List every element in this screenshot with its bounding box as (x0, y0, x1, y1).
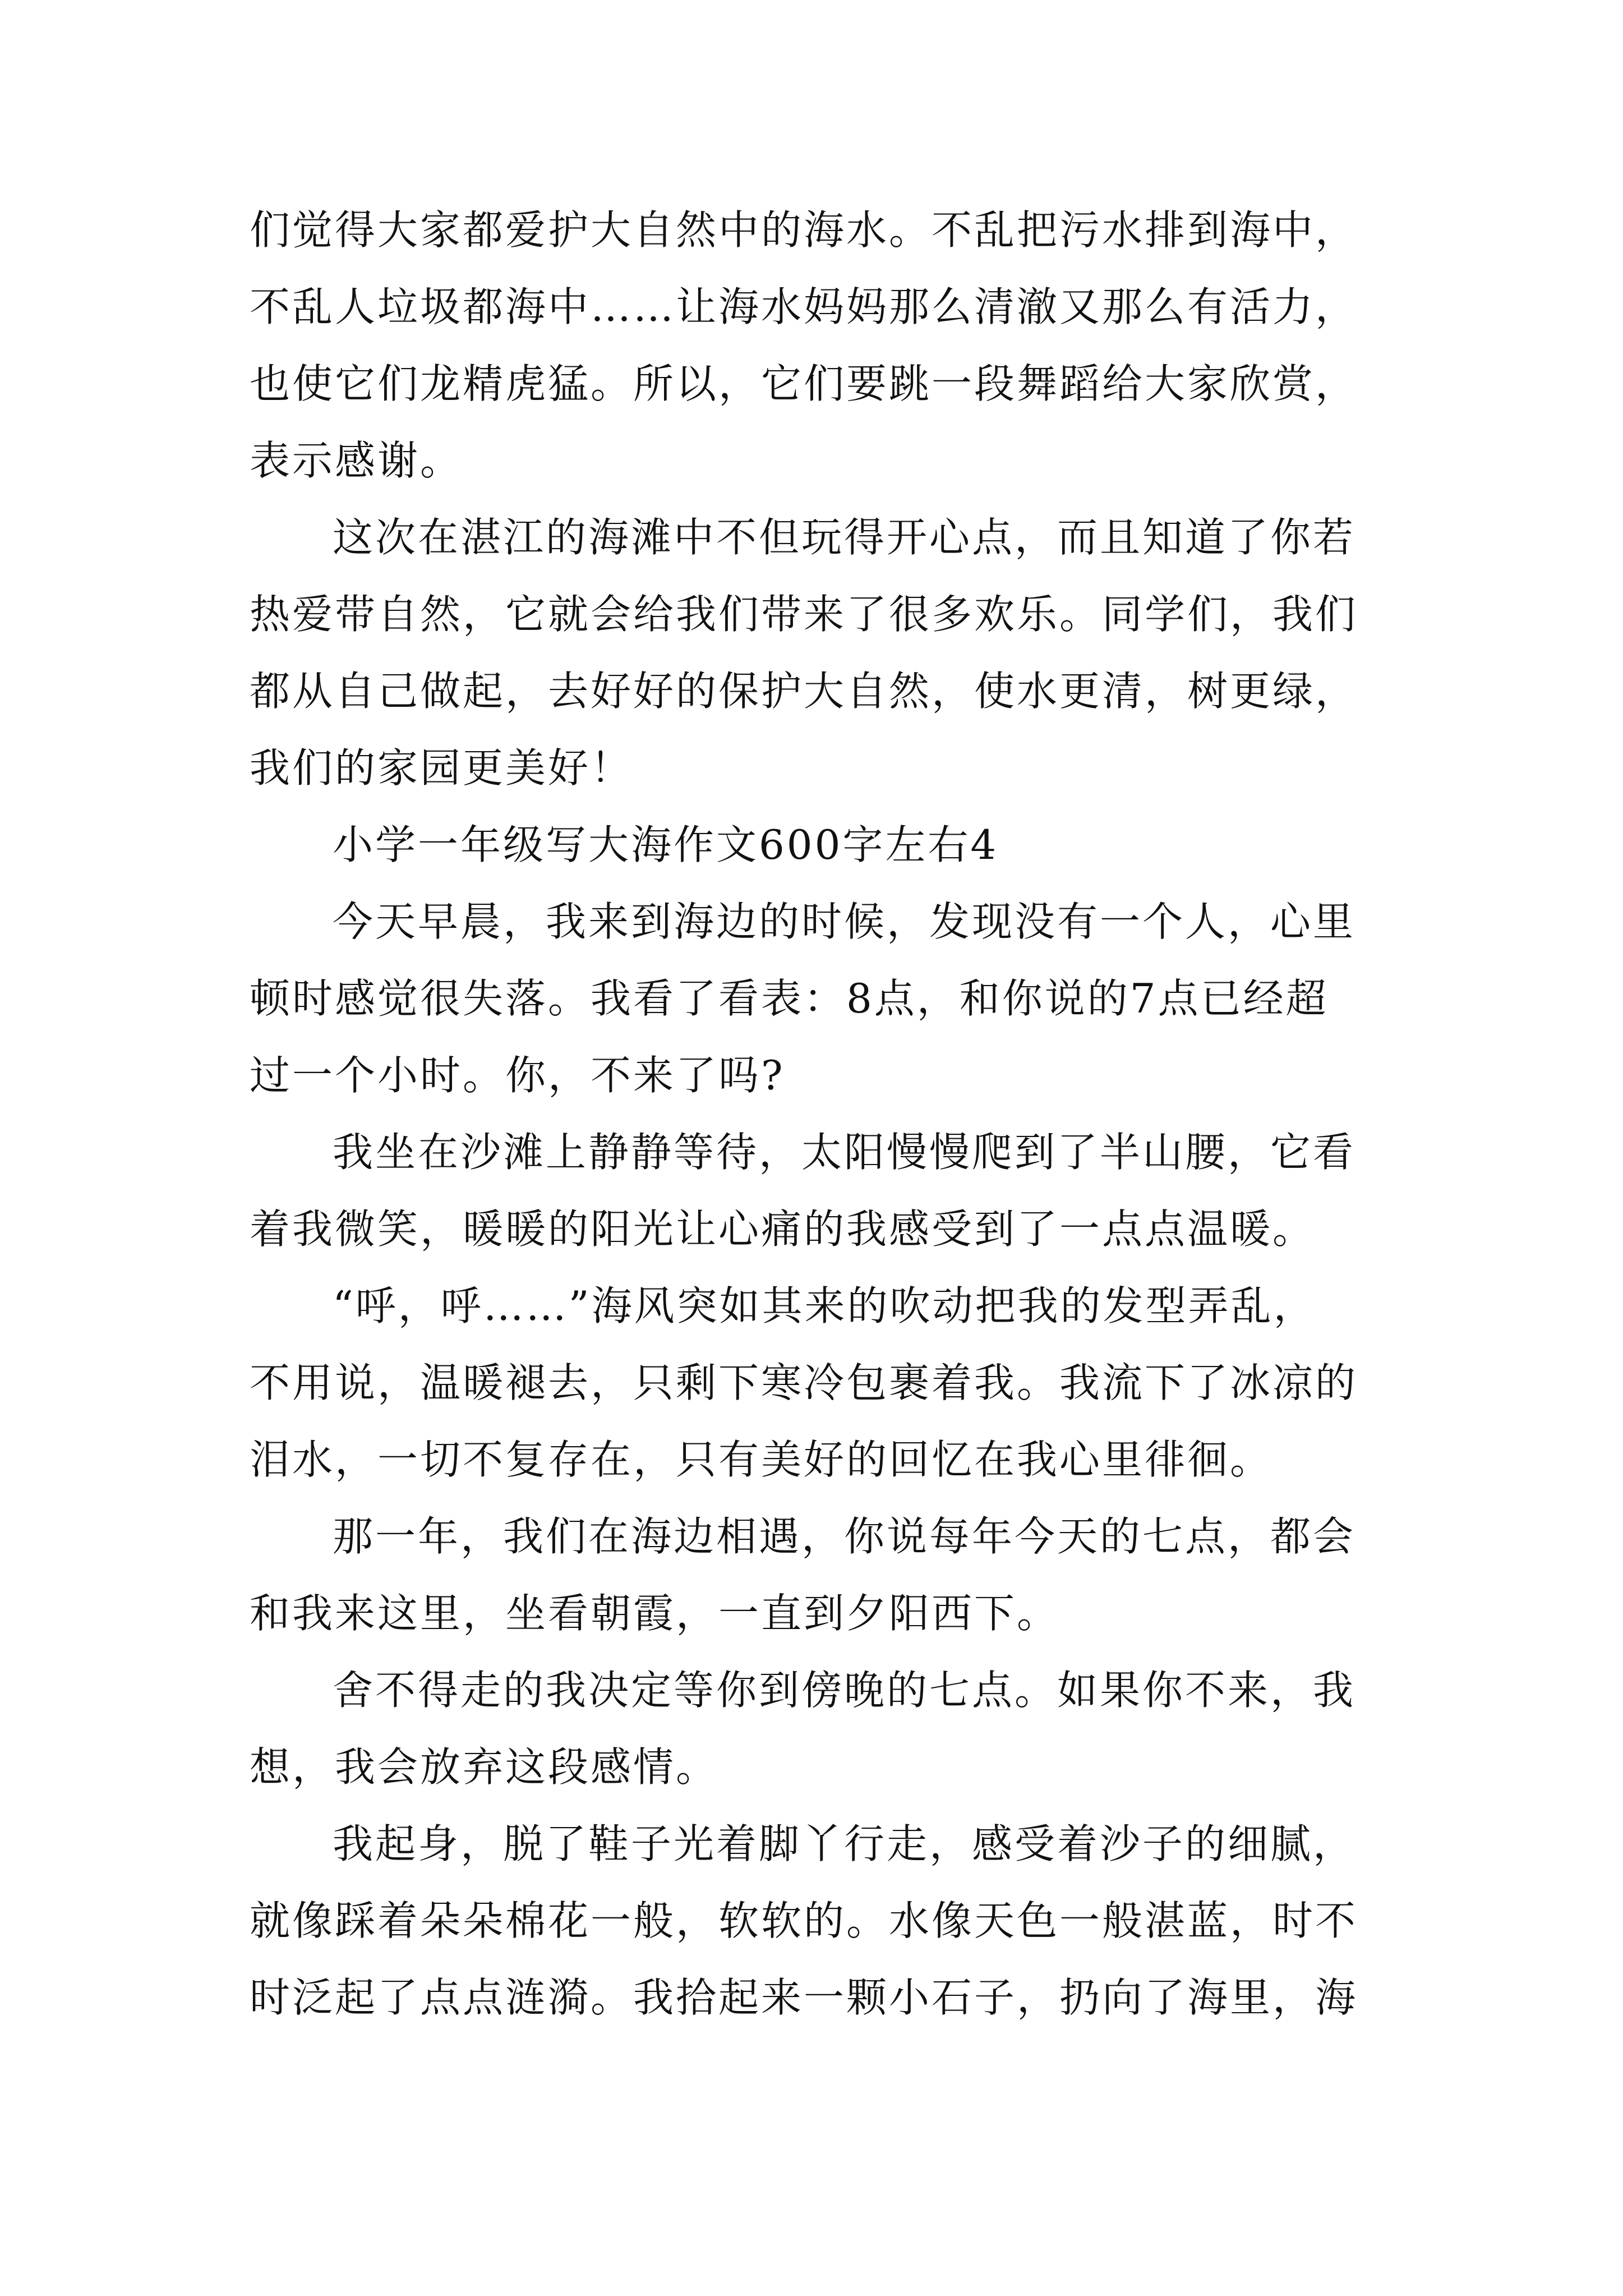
text-line: 热爱带自然，它就会给我们带来了很多欢乐。同学们，我们 (250, 591, 1358, 638)
text-line: 都从自己做起，去好好的保护大自然，使水更清，树更绿， (250, 668, 1358, 715)
text-line: 顿时感觉很失落。我看了看表：8点，和你说的7点已经超 (250, 975, 1329, 1022)
text-line: 那一年，我们在海边相遇，你说每年今天的七点，都会 (333, 1513, 1356, 1560)
text-line: 泪水，一切不复存在，只有美好的回忆在我心里徘徊。 (250, 1436, 1273, 1483)
text-line: 不用说，温暖褪去，只剩下寒冷包裹着我。我流下了冰凉的 (250, 1359, 1358, 1406)
text-line: 也使它们龙精虎猛。所以，它们要跳一段舞蹈给大家欣赏， (250, 360, 1358, 407)
section-heading: 小学一年级写大海作文600字左右4 (333, 821, 999, 868)
text-line: “呼，呼……”海风突如其来的吹动把我的发型弄乱， (333, 1282, 1316, 1329)
text-line: 今天早晨，我来到海边的时候，发现没有一个人，心里 (333, 898, 1356, 945)
text-line: 想，我会放弃这段感情。 (250, 1743, 719, 1791)
text-line: 表示感谢。 (250, 437, 463, 484)
text-line: 不乱人垃圾都海中……让海水妈妈那么清澈又那么有活力， (250, 283, 1358, 330)
text-line: 过一个小时。你，不来了吗? (250, 1052, 785, 1099)
text-line: 和我来这里，坐看朝霞，一直到夕阳西下。 (250, 1590, 1060, 1637)
text-line: 舍不得走的我决定等你到傍晚的七点。如果你不来，我 (333, 1667, 1356, 1714)
text-line: 这次在湛江的海滩中不但玩得开心点，而且知道了你若 (333, 514, 1356, 561)
text-line: 时泛起了点点涟漪。我拾起来一颗小石子，扔向了海里，海 (250, 1974, 1358, 2021)
text-line: 我们的家园更美好！ (250, 744, 634, 792)
text-line: 就像踩着朵朵棉花一般，软软的。水像天色一般湛蓝，时不 (250, 1897, 1358, 1944)
text-line: 们觉得大家都爱护大自然中的海水。不乱把污水排到海中， (250, 206, 1358, 254)
text-line: 我起身，脱了鞋子光着脚丫行走，感受着沙子的细腻， (333, 1820, 1356, 1867)
text-line: 我坐在沙滩上静静等待，太阳慢慢爬到了半山腰，它看 (333, 1129, 1356, 1176)
text-line: 着我微笑，暖暖的阳光让心痛的我感受到了一点点温暖。 (250, 1205, 1316, 1253)
